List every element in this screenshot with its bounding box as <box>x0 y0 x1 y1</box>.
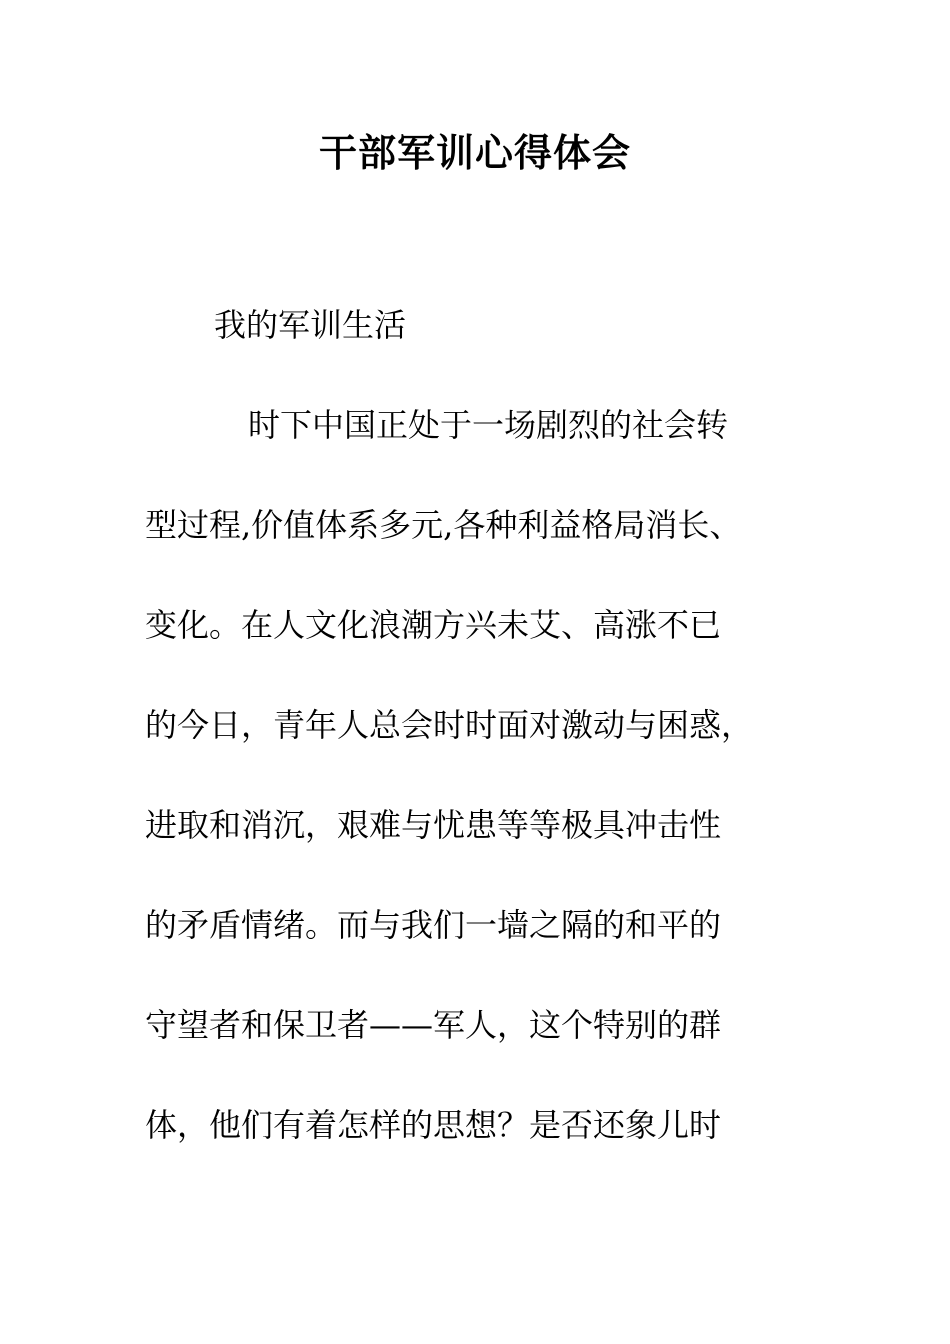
body-line: 时下中国正处于一场剧烈的社会转 <box>248 406 729 444</box>
body-line: 变化。在人文化浪潮方兴未艾、高涨不已 <box>145 606 722 644</box>
document-title: 干部军训心得体会 <box>318 130 631 175</box>
document-subtitle: 我的军训生活 <box>214 306 407 344</box>
body-line: 守望者和保卫者——军人，这个特别的群 <box>145 1006 722 1044</box>
body-line: 的矛盾情绪。而与我们一墙之隔的和平的 <box>145 906 722 944</box>
body-line: 型过程,价值体系多元,各种利益格局消长、 <box>145 506 742 544</box>
body-line: 的今日，青年人总会时时面对激动与困惑， <box>145 706 754 744</box>
body-line: 体，他们有着怎样的思想？是否还象儿时 <box>145 1106 722 1144</box>
body-line: 进取和消沉，艰难与忧患等等极具冲击性 <box>145 806 722 844</box>
